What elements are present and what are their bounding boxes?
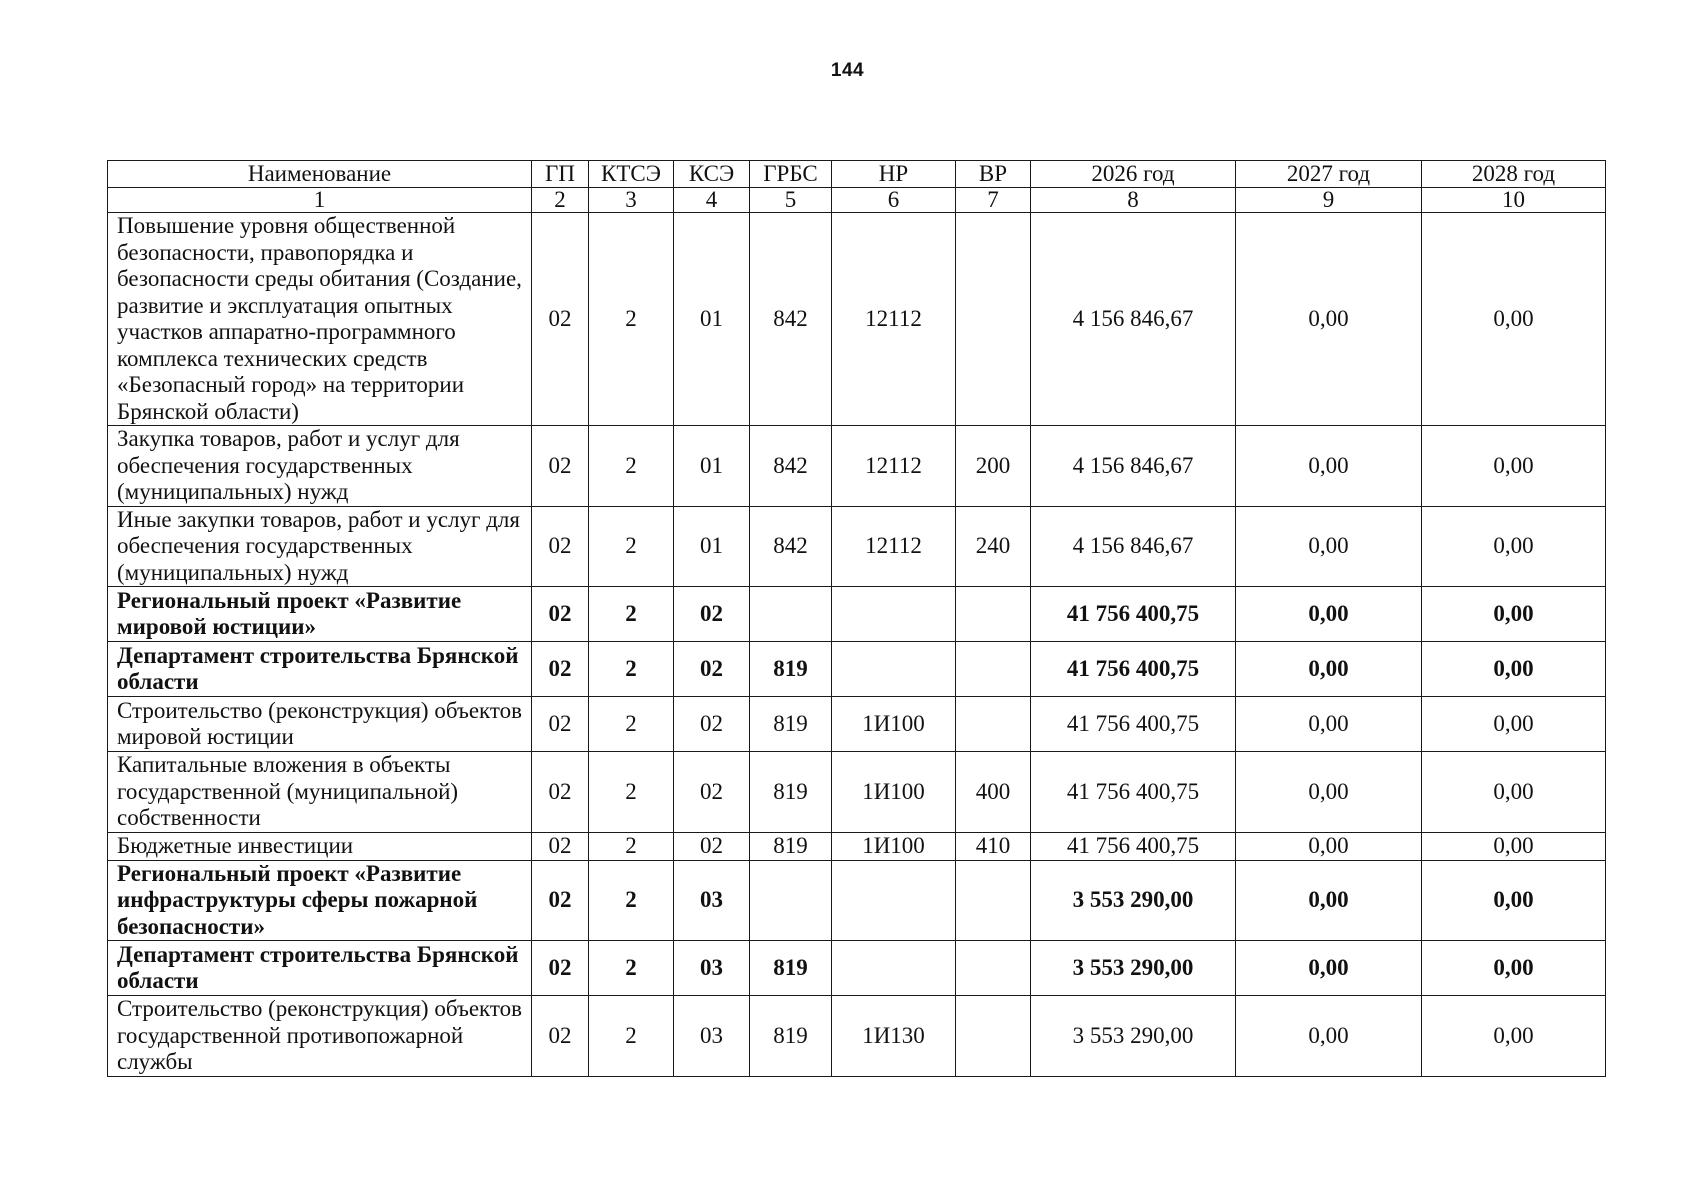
row-ktse: 2 (589, 860, 674, 941)
row-vr (956, 860, 1031, 941)
row-ktse: 2 (589, 832, 674, 860)
row-kse: 02 (674, 642, 750, 697)
row-grbs: 819 (750, 996, 832, 1077)
row-kse: 01 (674, 426, 750, 507)
row-vr: 410 (956, 832, 1031, 860)
header-2028: 2028 год (1422, 161, 1606, 188)
row-vr (956, 642, 1031, 697)
row-gp: 02 (532, 426, 589, 507)
row-amount-2028: 0,00 (1422, 941, 1606, 996)
row-nr: 12112 (832, 426, 956, 507)
row-amount-2028: 0,00 (1422, 752, 1606, 833)
column-number: 6 (832, 188, 956, 213)
header-kse: КСЭ (674, 161, 750, 188)
row-amount-2026: 41 756 400,75 (1031, 832, 1236, 860)
row-nr: 1И100 (832, 697, 956, 752)
row-amount-2026: 3 553 290,00 (1031, 996, 1236, 1077)
budget-table (107, 160, 1606, 1077)
table-row (108, 752, 1606, 833)
row-nr: 1И100 (832, 752, 956, 833)
row-name: Повышение уровня общественной безопасности, правопорядка и безопасности среды обитания (Создание, развитие и эксплуатация опытных участков аппаратно-программного комплекса технических средств «Безопасный город» на территории Брянской области) (108, 213, 532, 426)
row-vr (956, 996, 1031, 1077)
row-nr (832, 941, 956, 996)
page-number: 144 (830, 60, 865, 81)
row-nr: 1И130 (832, 996, 956, 1077)
row-vr (956, 213, 1031, 426)
row-grbs: 842 (750, 506, 832, 587)
row-amount-2026: 41 756 400,75 (1031, 642, 1236, 697)
table-row (108, 941, 1606, 996)
row-vr: 240 (956, 506, 1031, 587)
row-kse: 01 (674, 506, 750, 587)
column-number: 8 (1031, 188, 1236, 213)
row-grbs: 819 (750, 697, 832, 752)
row-name: Региональный проект «Развитие инфраструктуры сферы пожарной безопасности» (108, 860, 532, 941)
row-nr: 12112 (832, 213, 956, 426)
row-amount-2026: 3 553 290,00 (1031, 860, 1236, 941)
row-vr: 400 (956, 752, 1031, 833)
row-amount-2026: 4 156 846,67 (1031, 213, 1236, 426)
row-kse: 03 (674, 860, 750, 941)
row-nr: 1И100 (832, 832, 956, 860)
row-name: Бюджетные инвестиции (108, 832, 532, 860)
row-amount-2026: 41 756 400,75 (1031, 697, 1236, 752)
row-vr: 200 (956, 426, 1031, 507)
table-row (108, 832, 1606, 860)
row-amount-2028: 0,00 (1422, 832, 1606, 860)
header-name: Наименование (108, 161, 532, 188)
header-2027: 2027 год (1236, 161, 1422, 188)
table-row (108, 213, 1606, 426)
header-row (108, 161, 1606, 188)
row-kse: 03 (674, 941, 750, 996)
row-ktse: 2 (589, 752, 674, 833)
row-amount-2028: 0,00 (1422, 642, 1606, 697)
row-amount-2027: 0,00 (1236, 941, 1422, 996)
row-amount-2028: 0,00 (1422, 506, 1606, 587)
row-amount-2027: 0,00 (1236, 587, 1422, 642)
row-vr (956, 587, 1031, 642)
row-amount-2026: 41 756 400,75 (1031, 587, 1236, 642)
row-amount-2028: 0,00 (1422, 587, 1606, 642)
row-kse: 02 (674, 752, 750, 833)
row-grbs: 842 (750, 213, 832, 426)
row-kse: 03 (674, 996, 750, 1077)
row-kse: 02 (674, 832, 750, 860)
row-amount-2027: 0,00 (1236, 996, 1422, 1077)
row-amount-2027: 0,00 (1236, 697, 1422, 752)
row-amount-2027: 0,00 (1236, 860, 1422, 941)
row-vr (956, 941, 1031, 996)
row-amount-2027: 0,00 (1236, 426, 1422, 507)
table-row (108, 996, 1606, 1077)
row-amount-2026: 4 156 846,67 (1031, 506, 1236, 587)
row-name: Департамент строительства Брянской области (108, 642, 532, 697)
row-amount-2028: 0,00 (1422, 860, 1606, 941)
row-amount-2027: 0,00 (1236, 642, 1422, 697)
table-row (108, 697, 1606, 752)
table-row (108, 587, 1606, 642)
row-gp: 02 (532, 587, 589, 642)
row-gp: 02 (532, 860, 589, 941)
row-grbs (750, 860, 832, 941)
row-gp: 02 (532, 752, 589, 833)
row-name: Строительство (реконструкция) объектов мировой юстиции (108, 697, 532, 752)
row-gp: 02 (532, 213, 589, 426)
row-grbs: 819 (750, 832, 832, 860)
row-gp: 02 (532, 832, 589, 860)
column-number: 4 (674, 188, 750, 213)
row-amount-2028: 0,00 (1422, 426, 1606, 507)
row-gp: 02 (532, 506, 589, 587)
row-grbs: 819 (750, 752, 832, 833)
row-grbs: 819 (750, 941, 832, 996)
header-grbs: ГРБС (750, 161, 832, 188)
row-kse: 02 (674, 697, 750, 752)
header-2026: 2026 год (1031, 161, 1236, 188)
row-kse: 01 (674, 213, 750, 426)
table-row (108, 506, 1606, 587)
column-number: 3 (589, 188, 674, 213)
row-name: Капитальные вложения в объекты государственной (муниципальной) собственности (108, 752, 532, 833)
table-row (108, 860, 1606, 941)
row-ktse: 2 (589, 996, 674, 1077)
row-nr: 12112 (832, 506, 956, 587)
column-number: 2 (532, 188, 589, 213)
row-ktse: 2 (589, 697, 674, 752)
row-gp: 02 (532, 642, 589, 697)
row-ktse: 2 (589, 941, 674, 996)
row-amount-2028: 0,00 (1422, 213, 1606, 426)
row-amount-2028: 0,00 (1422, 697, 1606, 752)
table-row (108, 642, 1606, 697)
row-name: Закупка товаров, работ и услуг для обеспечения государственных (муниципальных) нужд (108, 426, 532, 507)
row-grbs: 819 (750, 642, 832, 697)
row-ktse: 2 (589, 506, 674, 587)
column-number: 9 (1236, 188, 1422, 213)
row-amount-2027: 0,00 (1236, 832, 1422, 860)
header-ktse: КТСЭ (589, 161, 674, 188)
table-body (108, 213, 1606, 1077)
column-number: 10 (1422, 188, 1606, 213)
table-row (108, 426, 1606, 507)
row-ktse: 2 (589, 587, 674, 642)
row-gp: 02 (532, 996, 589, 1077)
row-name: Строительство (реконструкция) объектов государственной противопожарной службы (108, 996, 532, 1077)
column-number: 1 (108, 188, 532, 213)
row-name: Региональный проект «Развитие мировой юстиции» (108, 587, 532, 642)
row-ktse: 2 (589, 642, 674, 697)
row-name: Иные закупки товаров, работ и услуг для обеспечения государственных (муниципальных) нужд (108, 506, 532, 587)
row-nr (832, 860, 956, 941)
row-gp: 02 (532, 697, 589, 752)
row-amount-2026: 4 156 846,67 (1031, 426, 1236, 507)
row-gp: 02 (532, 941, 589, 996)
column-number-row (108, 188, 1606, 213)
column-number: 5 (750, 188, 832, 213)
row-amount-2028: 0,00 (1422, 996, 1606, 1077)
header-nr: НР (832, 161, 956, 188)
row-amount-2027: 0,00 (1236, 213, 1422, 426)
row-kse: 02 (674, 587, 750, 642)
row-grbs: 842 (750, 426, 832, 507)
row-nr (832, 642, 956, 697)
row-grbs (750, 587, 832, 642)
row-nr (832, 587, 956, 642)
row-vr (956, 697, 1031, 752)
header-gp: ГП (532, 161, 589, 188)
row-amount-2027: 0,00 (1236, 752, 1422, 833)
column-number: 7 (956, 188, 1031, 213)
row-name: Департамент строительства Брянской области (108, 941, 532, 996)
row-amount-2026: 41 756 400,75 (1031, 752, 1236, 833)
row-ktse: 2 (589, 426, 674, 507)
header-vr: ВР (956, 161, 1031, 188)
row-ktse: 2 (589, 213, 674, 426)
row-amount-2027: 0,00 (1236, 506, 1422, 587)
row-amount-2026: 3 553 290,00 (1031, 941, 1236, 996)
